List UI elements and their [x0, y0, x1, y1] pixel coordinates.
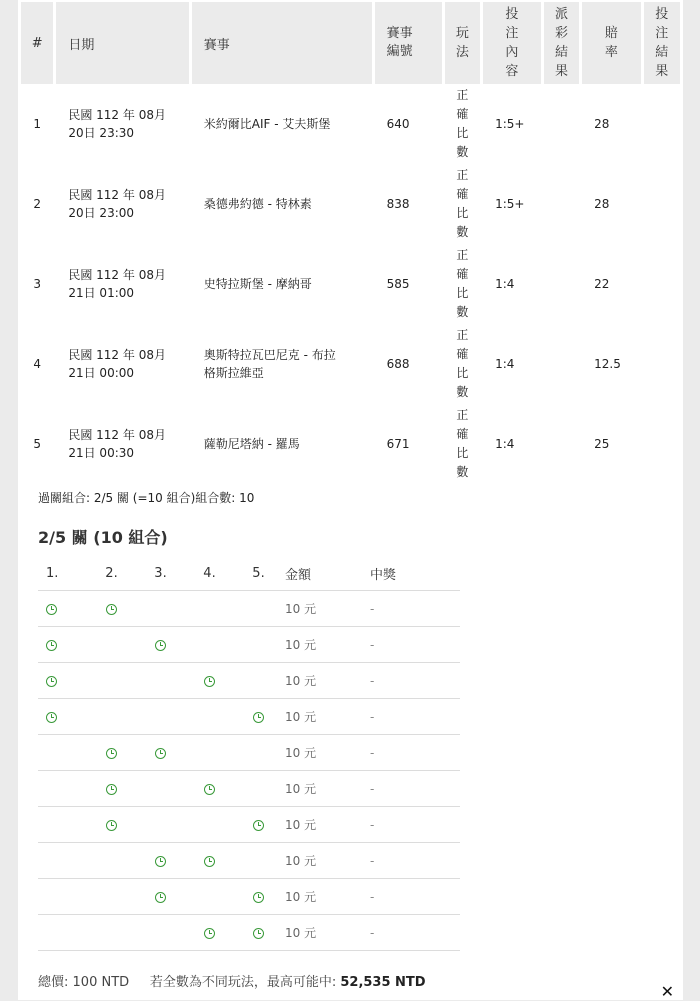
combo-row: [38, 878, 460, 914]
footer-totals: [38, 971, 426, 990]
table-row: [21, 324, 680, 404]
row-date: 民國 112 年 08月 20日 23:00: [68, 188, 166, 220]
row-result: [644, 244, 680, 324]
combo-row: [38, 770, 460, 806]
row-content: 1:4: [495, 277, 515, 291]
combo-row: [38, 734, 460, 770]
combo-amount: 10 元: [285, 746, 317, 760]
combo-amount: 10 元: [285, 710, 317, 724]
parlay-summary: 過關組合: 2/5 關 (=10 組合)組合數: 10: [38, 491, 255, 505]
clock-icon: [155, 748, 166, 759]
row-num: 1: [33, 117, 41, 131]
row-content: 1:5+: [495, 197, 525, 211]
combo-row: [38, 662, 460, 698]
combo-pick-4: [185, 674, 234, 688]
row-content: 1:5+: [495, 117, 525, 131]
combo-header-5: 5.: [252, 565, 265, 581]
clock-icon: [155, 640, 166, 651]
clock-icon: [204, 676, 215, 687]
header-match: 賽事: [192, 2, 372, 84]
clock-icon: [106, 820, 117, 831]
close-icon[interactable]: ✕: [660, 982, 674, 1001]
row-result: [644, 404, 680, 484]
combo-win: -: [370, 745, 375, 760]
row-odds: 12.5: [594, 357, 621, 371]
header-date: 日期: [56, 2, 188, 84]
combo-row: [38, 842, 460, 878]
row-code: 640: [386, 117, 410, 131]
table-row: [21, 404, 680, 484]
combo-pick-1: [38, 674, 87, 688]
clock-icon: [253, 820, 264, 831]
row-code: 688: [386, 357, 410, 371]
row-match: 史特拉斯堡 - 摩納哥: [203, 277, 312, 291]
clock-icon: [204, 784, 215, 795]
header-content: 投注內容: [483, 2, 541, 84]
row-play: 正確比數: [456, 328, 469, 399]
bets-table: [18, 2, 683, 484]
combo-amount: 10 元: [285, 854, 317, 868]
row-payout: [544, 404, 579, 484]
row-odds: 28: [594, 197, 610, 211]
clock-icon: [253, 892, 264, 903]
row-play: 正確比數: [456, 408, 469, 479]
header-num: #: [21, 2, 53, 84]
combo-pick-2: [87, 818, 136, 832]
combos-table: [38, 556, 460, 951]
combo-amount: 10 元: [285, 638, 317, 652]
row-match: 奧斯特拉瓦巴尼克 - 布拉格斯拉維亞: [203, 348, 336, 380]
combo-pick-3: [136, 854, 185, 868]
clock-icon: [46, 712, 57, 723]
combo-pick-5: [234, 890, 283, 904]
table-row: [21, 164, 680, 244]
row-num: 2: [33, 197, 41, 211]
combo-pick-1: [38, 710, 87, 724]
combo-amount: 10 元: [285, 926, 317, 940]
row-play: 正確比數: [456, 248, 469, 319]
row-num: 3: [33, 277, 41, 291]
clock-icon: [155, 856, 166, 867]
clock-icon: [204, 856, 215, 867]
row-odds: 28: [594, 117, 610, 131]
row-payout: [544, 324, 579, 404]
combo-pick-5: [234, 710, 283, 724]
row-payout: [544, 244, 579, 324]
max-label: 若全數為不同玩法，最高可能中:: [149, 975, 337, 990]
combo-pick-3: [136, 638, 185, 652]
combo-win: -: [370, 925, 375, 940]
combo-row: [38, 914, 460, 951]
clock-icon: [46, 604, 57, 615]
combo-win: -: [370, 817, 375, 832]
section-title: 2/5 關 (10 組合): [38, 528, 168, 547]
row-payout: [544, 164, 579, 244]
row-match: 桑德弗約德 - 特林素: [203, 197, 312, 211]
row-match: 米約爾比AIF - 艾夫斯堡: [203, 117, 331, 131]
row-result: [644, 84, 680, 164]
row-code: 838: [386, 197, 410, 211]
combo-amount: 10 元: [285, 782, 317, 796]
clock-icon: [253, 928, 264, 939]
row-payout: [544, 84, 579, 164]
combo-pick-5: [234, 926, 283, 940]
combo-pick-3: [136, 890, 185, 904]
header-payout: 派彩結果: [544, 2, 579, 84]
header-play: 玩法: [445, 2, 480, 84]
combo-win: -: [370, 853, 375, 868]
table-row: [21, 84, 680, 164]
row-odds: 25: [594, 437, 610, 451]
row-content: 1:4: [495, 357, 515, 371]
combo-amount: 10 元: [285, 890, 317, 904]
combo-pick-4: [185, 782, 234, 796]
row-odds: 22: [594, 277, 610, 291]
combo-win: -: [370, 709, 375, 724]
combo-amount: 10 元: [285, 818, 317, 832]
combo-pick-4: [185, 926, 234, 940]
row-code: 671: [386, 437, 410, 451]
row-date: 民國 112 年 08月 21日 00:00: [68, 348, 166, 380]
total-label: 總價:: [38, 975, 69, 990]
combo-header-4: 4.: [203, 565, 216, 581]
header-code: 賽事編號: [375, 2, 442, 84]
clock-icon: [46, 676, 57, 687]
combo-pick-4: [185, 854, 234, 868]
header-result: 投注結果: [644, 2, 680, 84]
clock-icon: [106, 748, 117, 759]
clock-icon: [46, 640, 57, 651]
row-play: 正確比數: [456, 88, 469, 159]
row-date: 民國 112 年 08月 20日 23:30: [68, 108, 166, 140]
combo-pick-5: [234, 818, 283, 832]
combo-win: -: [370, 601, 375, 616]
combo-row: [38, 698, 460, 734]
row-date: 民國 112 年 08月 21日 00:30: [68, 428, 166, 460]
row-play: 正確比數: [456, 168, 469, 239]
total-value: 100 NTD: [72, 975, 130, 990]
row-num: 5: [33, 437, 41, 451]
clock-icon: [155, 892, 166, 903]
combo-header-3: 3.: [154, 565, 167, 581]
combo-pick-2: [87, 782, 136, 796]
combo-win: -: [370, 781, 375, 796]
row-result: [644, 324, 680, 404]
combo-header-amount: 金額: [285, 567, 312, 583]
header-odds: 賠率: [582, 2, 640, 84]
clock-icon: [106, 604, 117, 615]
combo-pick-2: [87, 746, 136, 760]
combo-win: -: [370, 889, 375, 904]
table-row: [21, 244, 680, 324]
combo-amount: 10 元: [285, 602, 317, 616]
combo-header-1: 1.: [46, 565, 59, 581]
combo-pick-3: [136, 746, 185, 760]
combo-win: -: [370, 637, 375, 652]
bets-table-header: [21, 2, 680, 84]
max-value: 52,535 NTD: [340, 975, 426, 990]
combo-pick-1: [38, 638, 87, 652]
row-match: 薩勒尼塔納 - 羅馬: [203, 437, 300, 451]
combo-row: [38, 626, 460, 662]
combos-header: [38, 556, 460, 590]
combo-pick-1: [38, 602, 87, 616]
row-result: [644, 164, 680, 244]
row-code: 585: [386, 277, 410, 291]
combo-row: [38, 590, 460, 626]
combo-amount: 10 元: [285, 674, 317, 688]
combo-header-win: 中獎: [370, 567, 397, 583]
combo-header-2: 2.: [105, 565, 118, 581]
bet-detail-card: [18, 0, 683, 1000]
row-num: 4: [33, 357, 41, 371]
clock-icon: [253, 712, 264, 723]
row-date: 民國 112 年 08月 21日 01:00: [68, 268, 166, 300]
combo-win: -: [370, 673, 375, 688]
row-content: 1:4: [495, 437, 515, 451]
clock-icon: [106, 784, 117, 795]
clock-icon: [204, 928, 215, 939]
combo-pick-2: [87, 602, 136, 616]
combo-row: [38, 806, 460, 842]
